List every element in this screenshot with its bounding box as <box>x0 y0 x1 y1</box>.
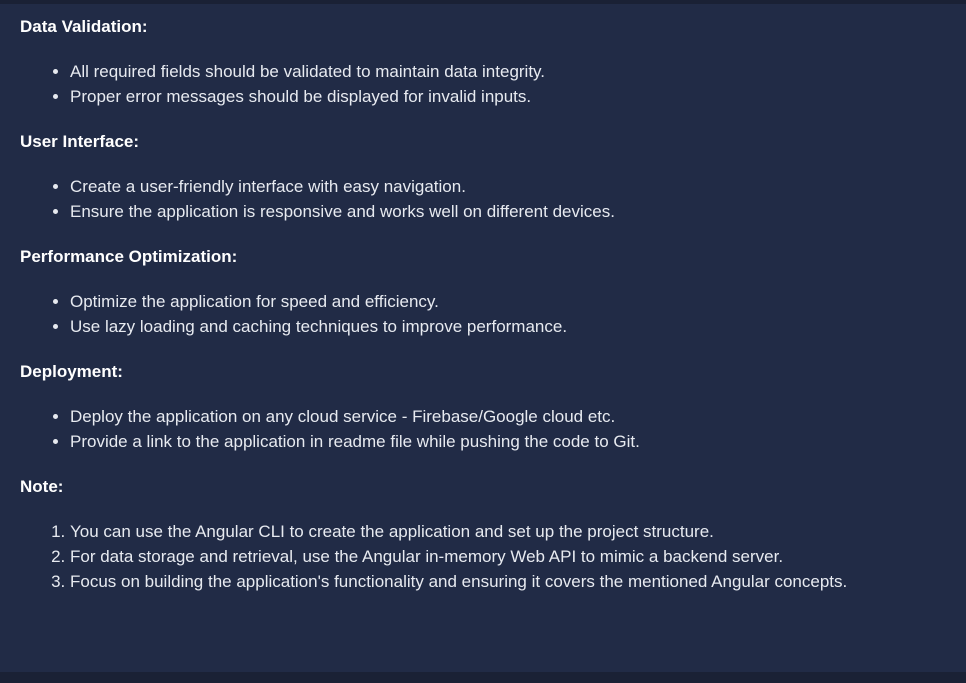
section-heading <box>20 14 850 39</box>
list-item: • Deploy the application on any cloud service - Firebase/Google cloud etc. <box>70 404 850 429</box>
section-heading-text: Data Validation: <box>20 17 148 36</box>
list-item: 2. For data storage and retrieval, use the Angular in-memory Web API to mimic a backend server. <box>70 544 850 569</box>
bullet-list <box>20 59 850 109</box>
list-item: 1. You can use the Angular CLI to create the application and set up the project structure. <box>70 519 850 544</box>
requirements-document <box>0 14 870 594</box>
document-content-area <box>0 4 966 672</box>
list-item: • Optimize the application for speed and efficiency. <box>70 289 850 314</box>
list-item: • Provide a link to the application in readme file while pushing the code to Git. <box>70 429 850 454</box>
section-heading-text: Note: <box>20 477 64 496</box>
numbered-list <box>20 519 850 594</box>
list-item: • Create a user-friendly interface with easy navigation. <box>70 174 850 199</box>
section-heading-text: Deployment: <box>20 362 123 381</box>
list-item: • Ensure the application is responsive and works well on different devices. <box>70 199 850 224</box>
bullet-list <box>20 289 850 339</box>
list-item: • Proper error messages should be displayed for invalid inputs. <box>70 84 850 109</box>
section-heading-text: User Interface: <box>20 132 140 151</box>
section-heading <box>20 129 850 154</box>
list-item: • Use lazy loading and caching techniques to improve performance. <box>70 314 850 339</box>
section-heading <box>20 474 850 499</box>
section-heading <box>20 244 850 269</box>
bottom-edge-strip <box>0 672 966 683</box>
list-item: • All required fields should be validated to maintain data integrity. <box>70 59 850 84</box>
section-heading <box>20 359 850 384</box>
section-heading-text: Performance Optimization: <box>20 247 238 266</box>
list-item: 3. Focus on building the application's functionality and ensuring it covers the mentioned Angular concepts. <box>70 569 850 594</box>
bullet-list <box>20 404 850 454</box>
bullet-list <box>20 174 850 224</box>
